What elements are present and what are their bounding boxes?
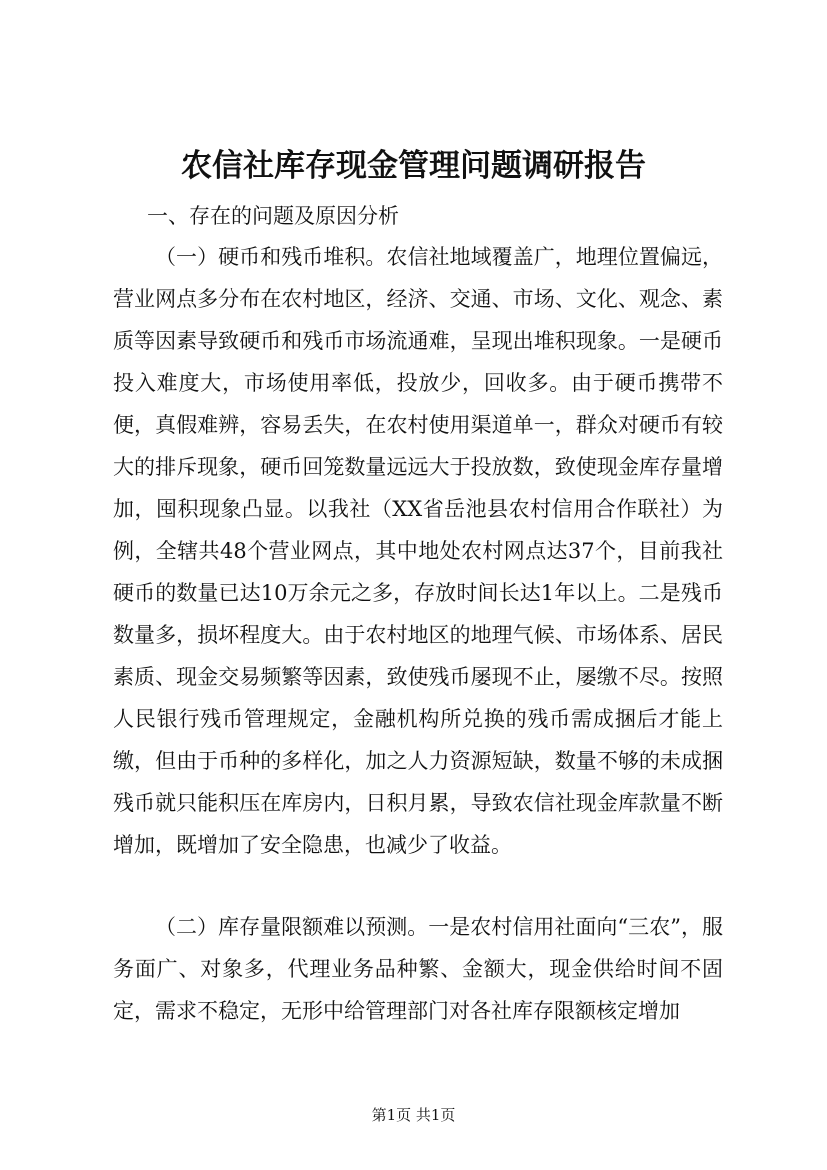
page-footer: 第1页 共1页 (371, 1106, 456, 1124)
section-heading: 一、存在的问题及原因分析 (147, 204, 399, 228)
paragraph-inventory-limit: （二）库存量限额难以预测。一是农村信用社面向“三农”，服务面广、对象多，代理业务品种繁、金额大，现金供给时间不固定，需求不稳定，无形中给管理部门对各社库存限额核定增加 (113, 915, 723, 1023)
document-title: 农信社库存现金管理问题调研报告 (181, 148, 646, 184)
paragraph-coins-and-damaged-notes: （一）硬币和残币堆积。农信社地域覆盖广，地理位置偏远，营业网点多分布在农村地区，经济、交通、市场、文化、观念、素质等因素导致硬币和残币市场流通难，呈现出堆积现象。一是硬币投入难度大，市场使用率低，投放少，回收多。由于硬币携带不便，真假难辨，容易丢失，在农村使用渠道单一，群众对硬币有较大的排斥现象，硬币回笼数量远远大于投放数，致使现金库存量增加，囤积现象凸显。以我社（XX省岳池县农村信用合作联社）为例，全辖共48个营业网点，其中地处农村网点达37个，目前我社硬币的数量已达10万余元之多，存放时间长达1年以上。二是残币数量多，损坏程度大。由于农村地区的地理气候、市场体系、居民素质、现金交易频繁等因素，致使残币屡现不止，屡缴不尽。按照人民银行残币管理规定，金融机构所兑换的残币需成捆后才能上缴，但由于币种的多样化，加之人力资源短缺，数量不够的未成捆残币就只能积压在库房内，日积月累，导致农信社现金库款量不断增加，既增加了安全隐患，也减少了收益。 (113, 245, 723, 857)
